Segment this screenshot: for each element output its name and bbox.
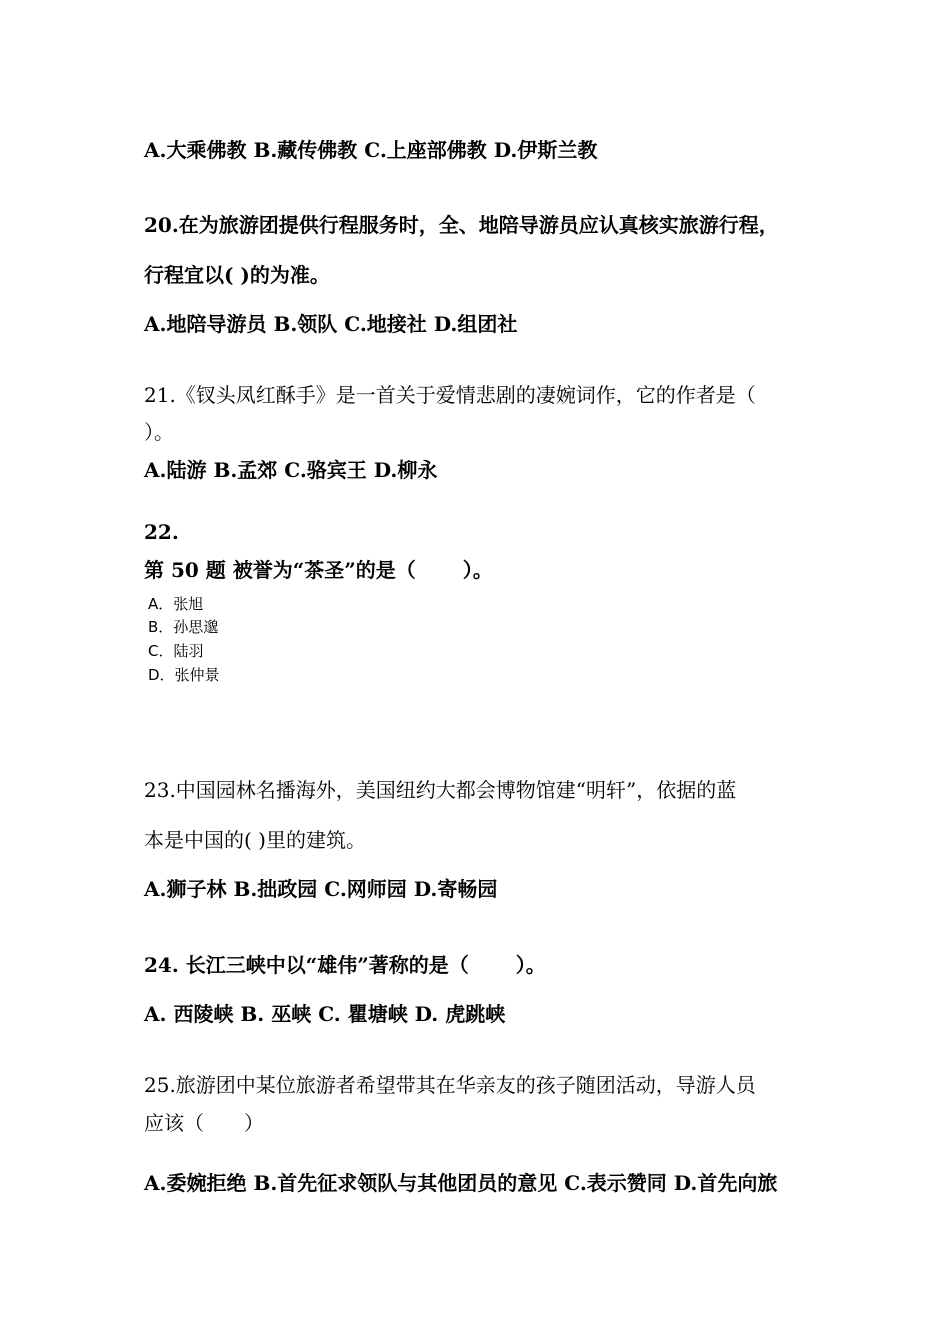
question-25-stem-line-1: 25.旅游团中某位旅游者希望带其在华亲友的孩子随团活动，导游人员 — [144, 1073, 756, 1097]
question-23-stem-line-2: 本是中国的( )里的建筑。 — [144, 828, 366, 852]
question-19-options: A.大乘佛教 B.藏传佛教 C.上座部佛教 D.伊斯兰教 — [144, 138, 598, 162]
question-22-stem: 第 50 题 被誉为“茶圣”的是（ ）。 — [144, 558, 493, 582]
question-24-options: A. 西陵峡 B. 巫峡 C. 瞿塘峡 D. 虎跳峡 — [144, 1002, 506, 1026]
question-24-stem: 24. 长江三峡中以“雄伟”著称的是（ ）。 — [144, 953, 546, 977]
question-25-options: A.委婉拒绝 B.首先征求领队与其他团员的意见 C.表示赞同 D.首先向旅 — [144, 1171, 778, 1195]
question-23-options: A.狮子林 B.拙政园 C.网师园 D.寄畅园 — [144, 877, 498, 901]
question-20-options: A.地陪导游员 B.领队 C.地接社 D.组团社 — [144, 312, 518, 336]
question-23-stem-line-1: 23.中国园林名播海外，美国纽约大都会博物馆建“明轩”，依据的蓝 — [144, 778, 737, 802]
question-25-stem-line-2: 应该（ ） — [144, 1111, 264, 1135]
question-22-option-d: D．张仲景 — [148, 666, 220, 684]
question-21-options: A.陆游 B.孟郊 C.骆宾王 D.柳永 — [144, 458, 438, 482]
question-20-stem-line-2: 行程宜以( )的为准。 — [144, 263, 330, 287]
question-20-stem-line-1: 20.在为旅游团提供行程服务时，全、地陪导游员应认真核实旅游行程， — [144, 213, 779, 237]
question-21-stem-line-1: 21.《钗头凤红酥手》是一首关于爱情悲剧的凄婉词作，它的作者是（ — [144, 383, 756, 407]
question-22-option-c: C．陆羽 — [148, 642, 204, 660]
question-22-number: 22. — [144, 520, 179, 544]
question-22-option-b: B．孙思邈 — [148, 618, 219, 636]
question-22-option-a: A．张旭 — [148, 595, 204, 613]
question-21-stem-line-2: ）。 — [144, 420, 174, 444]
